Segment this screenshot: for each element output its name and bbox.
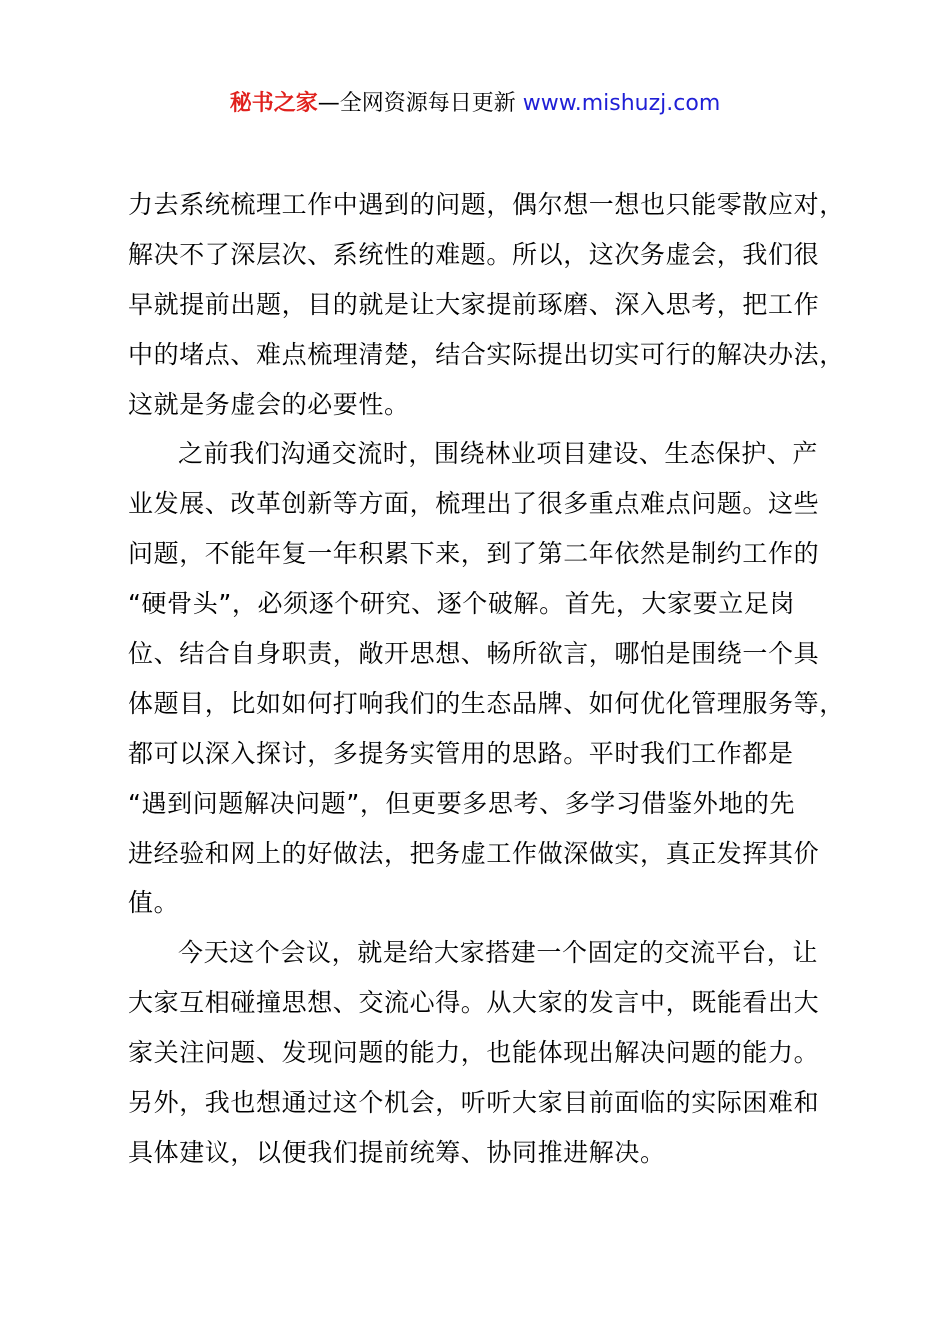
paragraph-1 bbox=[128, 180, 858, 429]
text-line: 解决不了深层次、系统性的难题。所以，这次务虚会，我们很 bbox=[128, 239, 820, 269]
text-line: 具体建议，以便我们提前统筹、协同推进解决。 bbox=[128, 1137, 666, 1167]
text-line: 家关注问题、发现问题的能力，也能体现出解决问题的能力。 bbox=[128, 1038, 820, 1068]
text-line: 中的堵点、难点梳理清楚，结合实际提出切实可行的解决办法， bbox=[128, 339, 845, 369]
text-line: 力去系统梳理工作中遇到的问题，偶尔想一想也只能零散应对， bbox=[128, 190, 845, 219]
text-line: “硬骨头”，必须逐个研究、逐个破解。首先，大家要立足岗 bbox=[128, 589, 796, 619]
text-line: “遇到问题解决问题”，但更要多思考、多学习借鉴外地的先 bbox=[128, 788, 796, 818]
text-line: 之前我们沟通交流时，围绕林业项目建设、生态保护、产 bbox=[178, 439, 819, 469]
document-body bbox=[128, 180, 858, 1178]
text-line: 都可以深入探讨，多提务实管用的思路。平时我们工作都是 bbox=[128, 738, 794, 768]
paragraph-2 bbox=[128, 429, 858, 928]
header-tagline: —全网资源每日更新 bbox=[317, 91, 516, 116]
page-header bbox=[0, 88, 950, 120]
text-line: 位、结合自身职责，敞开思想、畅所欲言，哪怕是围绕一个具 bbox=[128, 639, 820, 669]
text-line: 今天这个会议，就是给大家搭建一个固定的交流平台，让 bbox=[178, 938, 819, 968]
paragraph-3 bbox=[128, 928, 858, 1177]
header-brand: 秘书之家 bbox=[229, 91, 318, 116]
text-line: 进经验和网上的好做法，把务虚工作做深做实，真正发挥其价 bbox=[128, 838, 820, 868]
text-line: 问题，不能年复一年积累下来，到了第二年依然是制约工作的 bbox=[128, 539, 820, 569]
text-line: 早就提前出题，目的就是让大家提前琢磨、深入思考，把工作 bbox=[128, 289, 820, 319]
text-line: 值。 bbox=[128, 888, 180, 918]
text-line: 另外，我也想通过这个机会，听听大家目前面临的实际困难和 bbox=[128, 1088, 820, 1118]
text-line: 这就是务虚会的必要性。 bbox=[128, 389, 410, 419]
text-line: 业发展、改革创新等方面，梳理出了很多重点难点问题。这些 bbox=[128, 489, 820, 519]
header-url-link[interactable]: www.mishuzj.com bbox=[522, 91, 721, 116]
text-line: 体题目，比如如何打响我们的生态品牌、如何优化管理服务等， bbox=[128, 688, 845, 718]
text-line: 大家互相碰撞思想、交流心得。从大家的发言中，既能看出大 bbox=[128, 988, 820, 1018]
